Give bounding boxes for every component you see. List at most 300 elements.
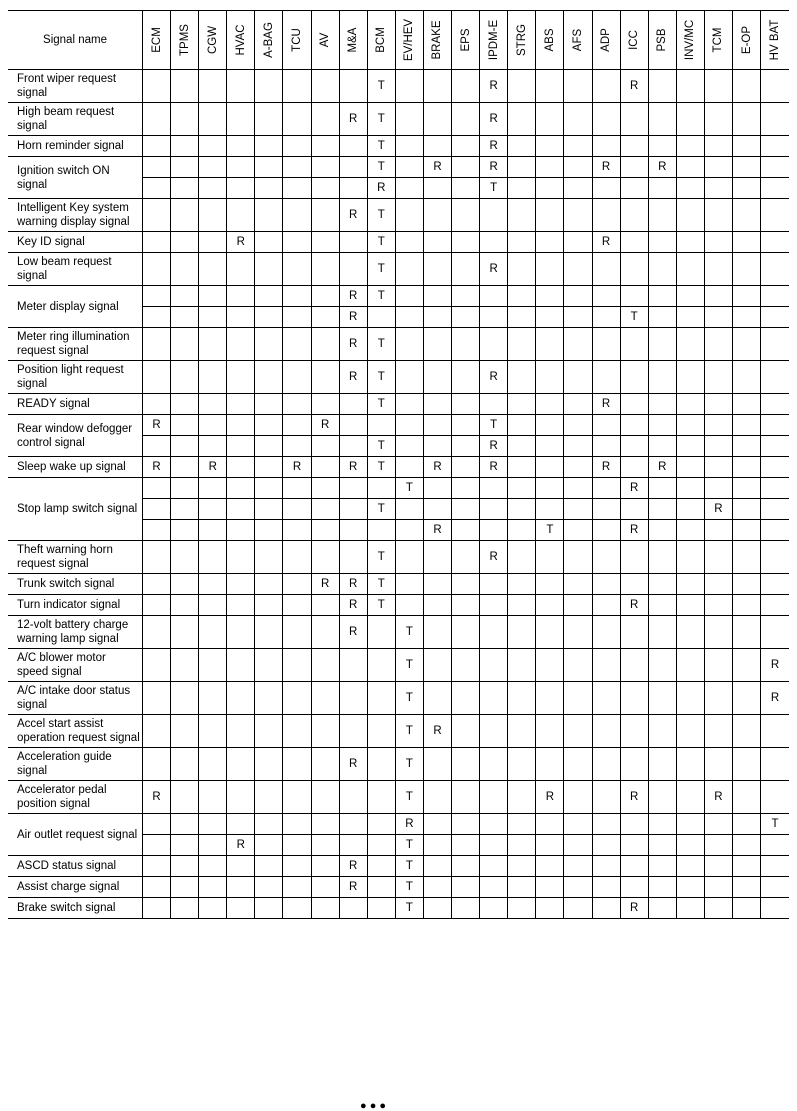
signal-cell: [480, 286, 508, 307]
signal-cell: T: [395, 877, 423, 898]
signal-cell: [227, 520, 255, 541]
signal-cell: [592, 361, 620, 394]
signal-cell: R: [620, 520, 648, 541]
signal-cell: [564, 877, 592, 898]
signal-cell: [171, 199, 199, 232]
signal-cell: [171, 157, 199, 178]
signal-cell: [676, 70, 704, 103]
ecu-header-label: EV/HEV: [403, 18, 416, 62]
signal-cell: [452, 499, 480, 520]
signal-cell: [255, 898, 283, 919]
signal-cell: [283, 499, 311, 520]
signal-cell: [536, 361, 564, 394]
signal-cell: [227, 457, 255, 478]
signal-cell: [761, 436, 789, 457]
signal-cell: [227, 253, 255, 286]
signal-cell: [311, 649, 339, 682]
signal-cell: [676, 748, 704, 781]
signal-cell: [761, 478, 789, 499]
signal-cell: T: [395, 856, 423, 877]
signal-cell: [255, 307, 283, 328]
signal-cell: [227, 574, 255, 595]
signal-cell: [199, 814, 227, 835]
signal-cell: [423, 253, 451, 286]
signal-cell: [339, 715, 367, 748]
signal-cell: [227, 682, 255, 715]
ecu-header-label: TCM: [712, 27, 725, 53]
signal-name: A/C intake door status signal: [8, 682, 143, 715]
signal-cell: [255, 232, 283, 253]
signal-cell: [564, 232, 592, 253]
signal-cell: [283, 253, 311, 286]
signal-cell: [732, 136, 760, 157]
signal-name: READY signal: [8, 394, 143, 415]
signal-cell: [283, 478, 311, 499]
signal-cell: [564, 682, 592, 715]
signal-cell: T: [367, 286, 395, 307]
signal-cell: [311, 457, 339, 478]
signal-cell: [255, 178, 283, 199]
signal-cell: [564, 574, 592, 595]
signal-cell: [508, 70, 536, 103]
signal-cell: [143, 478, 171, 499]
signal-cell: [761, 898, 789, 919]
ecu-header-label: HVAC: [234, 24, 247, 56]
signal-cell: [648, 616, 676, 649]
signal-cell: [283, 415, 311, 436]
signal-cell: [171, 361, 199, 394]
ecu-header-label: M&A: [347, 27, 360, 53]
signal-cell: [311, 520, 339, 541]
signal-cell: [452, 877, 480, 898]
signal-cell: T: [395, 478, 423, 499]
signal-cell: [508, 457, 536, 478]
signal-cell: [227, 328, 255, 361]
signal-cell: [704, 877, 732, 898]
signal-cell: T: [480, 415, 508, 436]
signal-cell: [704, 415, 732, 436]
signal-cell: [536, 232, 564, 253]
signal-cell: [592, 682, 620, 715]
signal-cell: [564, 199, 592, 232]
signal-cell: [508, 436, 536, 457]
signal-cell: T: [367, 361, 395, 394]
signal-cell: [395, 595, 423, 616]
signal-cell: [171, 457, 199, 478]
signal-cell: [508, 178, 536, 199]
signal-cell: [423, 649, 451, 682]
signal-table-sheet: [8, 10, 789, 919]
signal-cell: [367, 682, 395, 715]
signal-cell: [423, 307, 451, 328]
signal-cell: [704, 70, 732, 103]
signal-cell: [199, 898, 227, 919]
signal-cell: [227, 136, 255, 157]
signal-cell: R: [423, 520, 451, 541]
signal-cell: R: [648, 157, 676, 178]
signal-cell: R: [761, 682, 789, 715]
signal-cell: [423, 595, 451, 616]
signal-cell: [339, 781, 367, 814]
signal-cell: [508, 877, 536, 898]
signal-cell: [395, 394, 423, 415]
signal-cell: [367, 478, 395, 499]
signal-cell: [395, 520, 423, 541]
signal-cell: [648, 877, 676, 898]
signal-cell: [620, 616, 648, 649]
signal-cell: [171, 136, 199, 157]
ecu-header-tpms: [171, 11, 199, 70]
signal-cell: [620, 436, 648, 457]
ecu-header-eps: [452, 11, 480, 70]
signal-cell: [592, 616, 620, 649]
signal-cell: [143, 253, 171, 286]
signal-cell: [648, 574, 676, 595]
signal-cell: [452, 898, 480, 919]
signal-cell: R: [592, 394, 620, 415]
signal-cell: [704, 898, 732, 919]
signal-cell: [761, 616, 789, 649]
ecu-header-label: TPMS: [178, 24, 191, 56]
signal-cell: [761, 541, 789, 574]
signal-cell: [704, 574, 732, 595]
ecu-header-label: A-BAG: [262, 22, 275, 58]
signal-cell: [143, 286, 171, 307]
table-row: [8, 361, 789, 394]
signal-cell: [283, 199, 311, 232]
signal-cell: R: [480, 136, 508, 157]
signal-cell: [536, 898, 564, 919]
ecu-header-psb: [648, 11, 676, 70]
signal-cell: [311, 232, 339, 253]
signal-cell: [761, 103, 789, 136]
signal-cell: [452, 814, 480, 835]
signal-cell: [452, 157, 480, 178]
signal-cell: [199, 574, 227, 595]
table-row: [8, 856, 789, 877]
signal-cell: [648, 715, 676, 748]
signal-cell: [536, 286, 564, 307]
signal-cell: [199, 682, 227, 715]
signal-cell: T: [620, 307, 648, 328]
signal-cell: [143, 136, 171, 157]
signal-cell: [704, 715, 732, 748]
signal-cell: [704, 157, 732, 178]
signal-cell: [143, 649, 171, 682]
signal-cell: [452, 286, 480, 307]
signal-cell: [676, 856, 704, 877]
signal-cell: [143, 307, 171, 328]
signal-cell: [620, 415, 648, 436]
signal-cell: [508, 286, 536, 307]
signal-cell: [143, 520, 171, 541]
table-row: [8, 478, 789, 499]
signal-cell: [620, 856, 648, 877]
signal-cell: R: [480, 457, 508, 478]
ecu-header-label: BRAKE: [431, 20, 444, 60]
signal-cell: T: [367, 70, 395, 103]
signal-cell: [676, 415, 704, 436]
signal-cell: [311, 877, 339, 898]
signal-cell: [508, 616, 536, 649]
signal-cell: [283, 103, 311, 136]
signal-cell: [227, 856, 255, 877]
signal-cell: [480, 877, 508, 898]
signal-cell: [592, 136, 620, 157]
signal-cell: [761, 856, 789, 877]
signal-cell: [452, 781, 480, 814]
signal-cell: [423, 682, 451, 715]
signal-cell: [508, 748, 536, 781]
signal-cell: R: [143, 415, 171, 436]
signal-cell: [143, 541, 171, 574]
table-row: [8, 595, 789, 616]
signal-cell: [283, 898, 311, 919]
signal-cell: [676, 178, 704, 199]
signal-cell: [508, 499, 536, 520]
signal-cell: [620, 394, 648, 415]
signal-cell: [732, 307, 760, 328]
signal-cell: [395, 415, 423, 436]
signal-cell: R: [339, 328, 367, 361]
signal-cell: [761, 286, 789, 307]
signal-name: Accelerator pedal position signal: [8, 781, 143, 814]
signal-cell: [564, 136, 592, 157]
signal-cell: [536, 715, 564, 748]
signal-cell: T: [480, 178, 508, 199]
signal-cell: [395, 232, 423, 253]
signal-cell: [620, 328, 648, 361]
table-row: [8, 70, 789, 103]
signal-cell: T: [367, 436, 395, 457]
signal-cell: [452, 307, 480, 328]
signal-cell: [255, 616, 283, 649]
signal-cell: [648, 478, 676, 499]
signal-cell: [676, 781, 704, 814]
signal-cell: [311, 136, 339, 157]
signal-cell: [171, 877, 199, 898]
ecu-header-label: CGW: [206, 25, 219, 55]
signal-cell: [508, 715, 536, 748]
signal-cell: [480, 328, 508, 361]
signal-cell: [676, 457, 704, 478]
signal-name: Brake switch signal: [8, 898, 143, 919]
signal-name: Air outlet request signal: [8, 814, 143, 856]
signal-cell: [171, 856, 199, 877]
signal-cell: [704, 136, 732, 157]
signal-cell: [143, 199, 171, 232]
signal-cell: [564, 253, 592, 286]
table-row: [8, 457, 789, 478]
signal-cell: R: [227, 232, 255, 253]
signal-cell: [423, 286, 451, 307]
signal-cell: [704, 814, 732, 835]
signal-cell: [339, 70, 367, 103]
signal-cell: [283, 748, 311, 781]
signal-cell: T: [367, 199, 395, 232]
signal-cell: [536, 328, 564, 361]
signal-cell: [339, 835, 367, 856]
signal-cell: [199, 286, 227, 307]
signal-cell: R: [311, 415, 339, 436]
signal-cell: [227, 715, 255, 748]
signal-cell: [508, 541, 536, 574]
table-row: [8, 232, 789, 253]
signal-cell: [508, 814, 536, 835]
signal-cell: [423, 856, 451, 877]
table-row: [8, 898, 789, 919]
signal-cell: [171, 616, 199, 649]
signal-cell: [199, 394, 227, 415]
can-signal-chart: [8, 10, 789, 919]
signal-cell: [311, 307, 339, 328]
ecu-header-label: ECM: [150, 27, 163, 53]
signal-cell: [564, 541, 592, 574]
signal-cell: [761, 574, 789, 595]
ecu-header-label: AFS: [571, 28, 584, 52]
signal-cell: [311, 199, 339, 232]
signal-cell: [283, 307, 311, 328]
signal-cell: [367, 877, 395, 898]
signal-cell: [676, 682, 704, 715]
signal-cell: [452, 457, 480, 478]
signal-cell: [395, 436, 423, 457]
signal-cell: [676, 286, 704, 307]
signal-cell: T: [395, 781, 423, 814]
signal-cell: [255, 520, 283, 541]
signal-cell: [676, 478, 704, 499]
signal-cell: R: [480, 103, 508, 136]
signal-cell: [227, 103, 255, 136]
signal-cell: [620, 814, 648, 835]
ecu-header-label: EPS: [459, 28, 472, 52]
signal-cell: [199, 253, 227, 286]
table-row: [8, 649, 789, 682]
signal-cell: [227, 157, 255, 178]
signal-cell: [761, 253, 789, 286]
ecu-header-label: AV: [319, 32, 332, 48]
signal-cell: [704, 232, 732, 253]
signal-cell: [480, 649, 508, 682]
signal-cell: [367, 616, 395, 649]
signal-cell: [508, 199, 536, 232]
signal-cell: [283, 835, 311, 856]
signal-name: High beam request signal: [8, 103, 143, 136]
signal-cell: T: [367, 499, 395, 520]
signal-cell: [704, 616, 732, 649]
signal-cell: [592, 70, 620, 103]
signal-cell: [536, 595, 564, 616]
signal-cell: [564, 415, 592, 436]
ecu-header-hvac: [227, 11, 255, 70]
signal-cell: [171, 520, 199, 541]
signal-name: A/C blower motor speed signal: [8, 649, 143, 682]
signal-cell: [171, 898, 199, 919]
signal-name: Acceleration guide signal: [8, 748, 143, 781]
signal-cell: [480, 394, 508, 415]
signal-cell: [227, 595, 255, 616]
signal-cell: [143, 328, 171, 361]
signal-cell: [199, 232, 227, 253]
signal-cell: [761, 520, 789, 541]
signal-cell: [480, 478, 508, 499]
table-row: [8, 415, 789, 436]
signal-cell: [620, 178, 648, 199]
ecu-header-label: TCU: [291, 28, 304, 52]
signal-cell: [620, 103, 648, 136]
signal-cell: [283, 136, 311, 157]
signal-cell: [311, 178, 339, 199]
signal-cell: [199, 478, 227, 499]
signal-cell: [536, 253, 564, 286]
signal-cell: [508, 898, 536, 919]
signal-cell: [704, 436, 732, 457]
signal-cell: [564, 595, 592, 616]
signal-cell: [761, 877, 789, 898]
signal-cell: [395, 70, 423, 103]
signal-cell: [592, 781, 620, 814]
signal-cell: [171, 574, 199, 595]
ecu-header-label: ADP: [600, 28, 613, 52]
signal-cell: [199, 877, 227, 898]
signal-cell: [452, 574, 480, 595]
signal-cell: [480, 856, 508, 877]
signal-cell: [648, 649, 676, 682]
signal-cell: [143, 616, 171, 649]
signal-cell: [452, 856, 480, 877]
signal-cell: [648, 328, 676, 361]
signal-cell: T: [367, 328, 395, 361]
signal-cell: [761, 178, 789, 199]
signal-cell: [452, 595, 480, 616]
signal-cell: [536, 748, 564, 781]
signal-cell: [648, 415, 676, 436]
signal-cell: R: [339, 616, 367, 649]
signal-cell: [564, 520, 592, 541]
signal-cell: [592, 835, 620, 856]
signal-cell: [676, 595, 704, 616]
table-row: [8, 103, 789, 136]
signal-name: Key ID signal: [8, 232, 143, 253]
signal-cell: [171, 178, 199, 199]
signal-cell: [508, 781, 536, 814]
signal-cell: [255, 478, 283, 499]
signal-cell: [732, 415, 760, 436]
signal-cell: [199, 541, 227, 574]
signal-cell: [676, 649, 704, 682]
signal-cell: [283, 70, 311, 103]
signal-cell: [620, 457, 648, 478]
signal-cell: [452, 748, 480, 781]
signal-cell: R: [592, 157, 620, 178]
signal-cell: [283, 814, 311, 835]
signal-cell: [620, 715, 648, 748]
signal-cell: [367, 649, 395, 682]
signal-cell: [311, 499, 339, 520]
ecu-header-abs: [536, 11, 564, 70]
signal-cell: [704, 520, 732, 541]
signal-cell: [395, 307, 423, 328]
signal-cell: [564, 856, 592, 877]
signal-cell: [704, 253, 732, 286]
signal-cell: [171, 595, 199, 616]
signal-cell: [283, 361, 311, 394]
signal-cell: R: [339, 361, 367, 394]
signal-cell: [592, 595, 620, 616]
signal-cell: T: [367, 103, 395, 136]
table-row: [8, 328, 789, 361]
signal-cell: [704, 682, 732, 715]
